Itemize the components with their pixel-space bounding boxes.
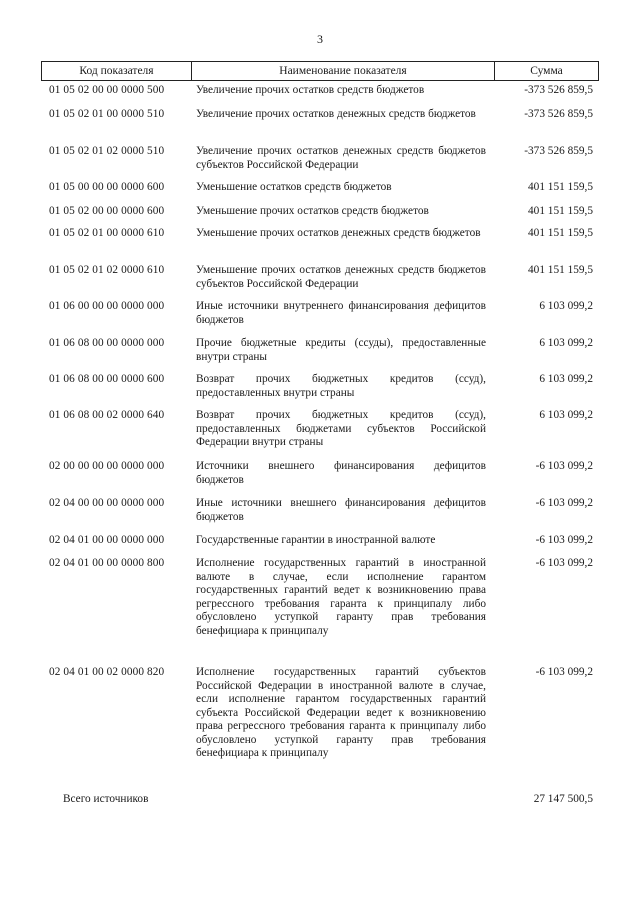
- row-code: 01 05 02 00 00 0000 500: [49, 84, 165, 96]
- header-sum: Сумма: [530, 65, 563, 77]
- row-name: Прочие бюджетные кредиты (ссуды), предоставленные внутри страны: [196, 337, 486, 363]
- row-code: 01 05 02 01 02 0000 610: [49, 264, 165, 276]
- row-code: 01 05 02 01 02 0000 510: [49, 145, 165, 157]
- row-name: Уменьшение прочих остатков денежных средств бюджетов субъектов Российской Федерации: [196, 264, 486, 290]
- row-name: Государственные гарантии в иностранной валюте: [196, 534, 436, 546]
- row-code: 02 00 00 00 00 0000 000: [49, 460, 165, 472]
- row-amount: -6 103 099,2: [535, 666, 593, 678]
- row-name: Иные источники внутреннего финансирования дефицитов бюджетов: [196, 300, 486, 326]
- row-code: 01 06 08 00 02 0000 640: [49, 409, 165, 421]
- row-code: 02 04 01 00 00 0000 800: [49, 557, 165, 569]
- row-code: 02 04 01 00 00 0000 000: [49, 534, 165, 546]
- row-code: 01 06 00 00 00 0000 000: [49, 300, 165, 312]
- row-amount: 6 103 099,2: [539, 300, 593, 312]
- row-amount: -6 103 099,2: [535, 497, 593, 509]
- header-code: Код показателя: [42, 62, 192, 80]
- row-amount: 401 151 159,5: [528, 181, 593, 193]
- row-name: Увеличение прочих остатков денежных средств бюджетов субъектов Российской Федерации: [196, 145, 486, 171]
- row-name: Исполнение государственных гарантий субъектов Российской Федерации в иностранной валюте в случае, если исполнение гарантом государственных гарантий субъекта Российской Федерации ведет к возникновению права регрессного требования гаранта к принципалу либо обусловлено уступкой гаранту прав требования бенефициара к принципалу: [196, 666, 486, 759]
- row-name: Увеличение прочих остатков денежных средств бюджетов: [196, 108, 476, 120]
- row-code: 01 05 02 01 00 0000 510: [49, 108, 165, 120]
- row-name: Уменьшение прочих остатков денежных средств бюджетов: [196, 227, 481, 239]
- row-code: 02 04 00 00 00 0000 000: [49, 497, 165, 509]
- row-name: Возврат прочих бюджетных кредитов (ссуд), предоставленных бюджетами субъектов Российской Федерации внутри страны: [196, 409, 486, 448]
- row-code: 02 04 01 00 02 0000 820: [49, 666, 165, 678]
- row-amount: 401 151 159,5: [528, 205, 593, 217]
- row-amount: -6 103 099,2: [535, 460, 593, 472]
- total-amount: 27 147 500,5: [533, 793, 593, 805]
- row-amount: -6 103 099,2: [535, 534, 593, 546]
- row-code: 01 05 02 01 00 0000 610: [49, 227, 165, 239]
- row-amount: 401 151 159,5: [528, 264, 593, 276]
- row-amount: -373 526 859,5: [524, 108, 593, 120]
- table-header: [41, 61, 599, 81]
- row-code: 01 05 02 00 00 0000 600: [49, 205, 165, 217]
- row-name: Уменьшение остатков средств бюджетов: [196, 181, 392, 193]
- row-name: Источники внешнего финансирования дефицитов бюджетов: [196, 460, 486, 486]
- row-name: Иные источники внешнего финансирования дефицитов бюджетов: [196, 497, 486, 523]
- row-amount: 6 103 099,2: [539, 373, 593, 385]
- row-name: Уменьшение прочих остатков средств бюджетов: [196, 205, 429, 217]
- row-amount: 401 151 159,5: [528, 227, 593, 239]
- row-amount: 6 103 099,2: [539, 337, 593, 349]
- row-code: 01 06 08 00 00 0000 000: [49, 337, 165, 349]
- total-label: Всего источников: [63, 793, 149, 805]
- row-name: Исполнение государственных гарантий в иностранной валюте в случае, если исполнение гарантом государственных гарантий ведет к возникновению права регрессного требования гаранта к принципалу либо обусловлено уступкой гаранту прав требования бенефициара к принципалу: [196, 557, 486, 637]
- row-name: Увеличение прочих остатков средств бюджетов: [196, 84, 425, 96]
- header-name: Наименование показателя: [192, 62, 495, 80]
- row-amount: -373 526 859,5: [524, 84, 593, 96]
- row-amount: 6 103 099,2: [539, 409, 593, 421]
- row-amount: -6 103 099,2: [535, 557, 593, 569]
- row-code: 01 06 08 00 00 0000 600: [49, 373, 165, 385]
- row-name: Возврат прочих бюджетных кредитов (ссуд), предоставленных внутри страны: [196, 373, 486, 399]
- page-number: 3: [317, 32, 323, 46]
- row-amount: -373 526 859,5: [524, 145, 593, 157]
- row-code: 01 05 00 00 00 0000 600: [49, 181, 165, 193]
